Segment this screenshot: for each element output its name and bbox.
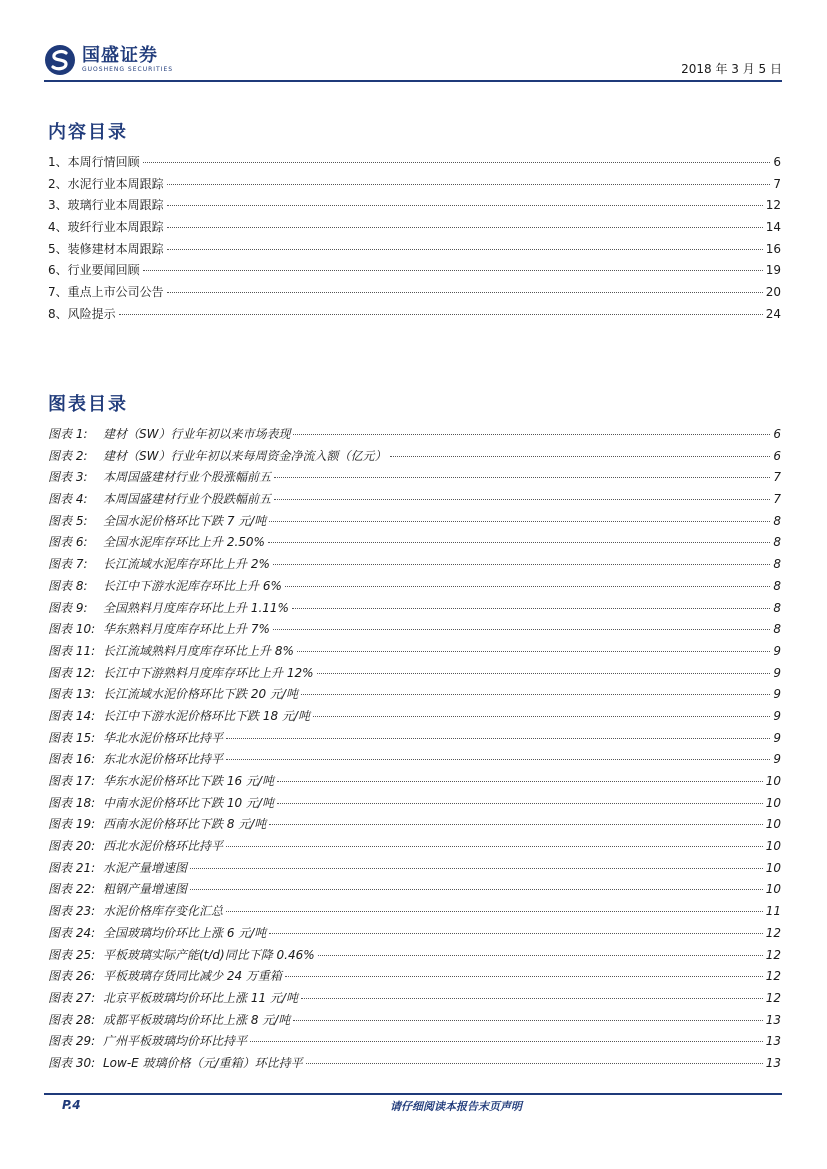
toc-entry[interactable] [48, 707, 781, 729]
toc-entry[interactable] [48, 837, 781, 859]
toc-entry-page: 8 [773, 622, 781, 637]
toc-entry-page: 19 [765, 263, 781, 278]
figure-number: 图表 27: [48, 990, 96, 1005]
toc-entry-page: 12 [765, 925, 781, 940]
toc-entry-label [48, 512, 266, 529]
toc-entry-page: 11 [765, 904, 781, 919]
dot-leader [269, 933, 762, 934]
toc-entry-label [48, 880, 187, 897]
dot-leader [269, 521, 770, 522]
dot-leader [277, 781, 763, 782]
toc-entry[interactable] [48, 1032, 781, 1054]
toc-entry-page: 10 [765, 839, 781, 854]
toc-entry-page: 9 [773, 687, 781, 702]
dot-leader [301, 694, 770, 695]
figure-number: 图表 6: [48, 535, 88, 550]
page-header [44, 44, 782, 84]
figure-number: 图表 20: [48, 839, 96, 854]
figure-caption: 华东水泥价格环比下跌 16 元/吨 [103, 774, 274, 788]
figure-caption: 长江流域水泥价格环比下跌 20 元/吨 [103, 687, 298, 702]
dot-leader [167, 227, 763, 228]
toc-entry[interactable] [48, 902, 781, 924]
toc-entry-page: 13 [765, 1055, 781, 1070]
dot-leader [306, 1063, 763, 1064]
toc-entry-page: 10 [765, 860, 781, 875]
toc-entry-page: 8 [773, 557, 781, 572]
toc-entry-page: 12 [765, 969, 781, 984]
toc-entry-page: 20 [765, 285, 781, 300]
toc-entry-page: 16 [765, 241, 781, 256]
toc-entry[interactable] [48, 729, 781, 751]
dot-leader [297, 651, 771, 652]
figure-caption: 本周国盛建材行业个股涨幅前五 [103, 470, 272, 485]
toc-entry-page: 8 [773, 535, 781, 550]
figure-number: 图表 19: [48, 817, 96, 832]
toc-entry-label [48, 620, 270, 637]
toc-entry-label [48, 772, 274, 789]
dot-leader [293, 1020, 762, 1021]
figure-number: 图表 24: [48, 925, 96, 940]
toc-entry-label [48, 468, 271, 485]
figure-number: 图表 21: [48, 860, 96, 875]
toc-entry[interactable] [48, 425, 781, 447]
dot-leader [226, 846, 763, 847]
figure-number: 图表 17: [48, 774, 96, 788]
toc-entry-label [48, 577, 282, 594]
toc-entry[interactable] [48, 967, 781, 989]
figure-number: 图表 3: [48, 470, 88, 485]
dot-leader [273, 564, 771, 565]
toc-entry-page: 24 [765, 306, 781, 321]
figure-caption: 长江中下游熟料月度库存环比上升 12% [103, 665, 314, 680]
dot-leader [269, 824, 762, 825]
figure-number: 图表 22: [48, 882, 96, 897]
figure-number: 图表 14: [48, 708, 96, 723]
figure-number: 图表 2: [48, 448, 88, 463]
report-date: 2018 年 3 月 5 日 [681, 62, 782, 76]
toc-entry-page: 10 [765, 817, 781, 832]
toc-entry-label [48, 642, 294, 659]
dot-leader [167, 292, 763, 293]
figure-caption: 本周国盛建材行业个股跌幅前五 [103, 492, 272, 507]
toc-entry[interactable] [48, 946, 781, 968]
toc-entry-page: 12 [765, 947, 781, 962]
figure-caption: 中南水泥价格环比下跌 10 元/吨 [103, 795, 274, 810]
toc-entry[interactable] [48, 815, 781, 837]
toc-entry-label [48, 924, 266, 941]
disclaimer-note: 请仔细阅读本报告末页声明 [390, 1100, 522, 1113]
toc-entry[interactable] [48, 1011, 781, 1033]
toc-entry[interactable] [48, 533, 781, 555]
toc-entry-label [48, 750, 223, 767]
company-logo [44, 44, 173, 76]
dot-leader [317, 673, 771, 674]
toc-entry-page: 9 [773, 752, 781, 767]
dot-leader [313, 716, 770, 717]
toc-entry-label: 8、风险提示 [48, 306, 116, 321]
toc-entry-page: 14 [765, 220, 781, 235]
toc-entry[interactable] [48, 175, 781, 197]
toc-entry[interactable] [48, 772, 781, 794]
toc-entry[interactable] [48, 642, 781, 664]
toc-entry-label [48, 599, 289, 616]
dot-leader [301, 998, 763, 999]
figure-caption: Low-E 玻璃价格（元/重箱）环比持平 [103, 1055, 303, 1070]
toc-entry-label [48, 533, 265, 550]
toc-entry-label [48, 707, 310, 724]
toc-entry-page: 7 [773, 492, 781, 507]
toc-entry-label [48, 1054, 303, 1071]
figure-number: 图表 18: [48, 795, 96, 810]
figure-caption: 平板玻璃实际产能(t/d)同比下降 0.46% [103, 947, 315, 962]
toc-entry[interactable] [48, 685, 781, 707]
toc-entry-label: 4、玻纤行业本周跟踪 [48, 220, 164, 235]
dot-leader [292, 608, 770, 609]
toc-entry-label [48, 902, 223, 919]
toc-entry-label [48, 555, 270, 572]
toc-entry[interactable] [48, 196, 781, 218]
dot-leader [190, 889, 763, 890]
toc-entry[interactable] [48, 599, 781, 621]
toc-entry-page: 6 [773, 155, 781, 169]
toc-entry[interactable] [48, 664, 781, 686]
figure-caption: 北京平板玻璃均价环比上涨 11 元/吨 [103, 990, 298, 1005]
toc-entry-page: 13 [765, 1034, 781, 1049]
figure-caption: 西南水泥价格环比下跌 8 元/吨 [103, 817, 267, 832]
dot-leader [226, 911, 763, 912]
toc-entry[interactable] [48, 490, 781, 512]
figure-number: 图表 9: [48, 600, 88, 615]
figure-caption: 长江中下游水泥库存环比上升 6% [103, 578, 282, 593]
toc-entry[interactable] [48, 218, 781, 240]
toc-entry-label [48, 946, 315, 963]
figures-list [48, 425, 781, 1076]
company-name: 国盛证券 [82, 45, 158, 66]
dot-leader [226, 759, 770, 760]
toc-entry-label: 7、重点上市公司公告 [48, 285, 164, 300]
figures-title: 图表目录 [48, 394, 128, 415]
toc-entry[interactable] [48, 555, 781, 577]
figure-number: 图表 8: [48, 578, 88, 593]
dot-leader [285, 586, 771, 587]
toc-entry[interactable] [48, 750, 781, 772]
figure-caption: 全国熟料月度库存环比上升 1.11% [103, 600, 289, 615]
figure-caption: 全国玻璃均价环比上涨 6 元/吨 [103, 925, 267, 940]
dot-leader [390, 456, 771, 457]
toc-entry-page: 10 [765, 795, 781, 810]
figure-caption: 建材（SW）行业年初以来市场表现 [103, 427, 291, 441]
toc-entry-page: 8 [773, 600, 781, 615]
figure-caption: 建材（SW）行业年初以来每周资金净流入额（亿元） [103, 448, 387, 463]
toc-entry[interactable] [48, 512, 781, 534]
toc-entry-label [48, 815, 266, 832]
figure-caption: 成都平板玻璃均价环比上涨 8 元/吨 [103, 1012, 291, 1027]
dot-leader [318, 955, 763, 956]
dot-leader [277, 803, 763, 804]
contents-list [48, 153, 781, 327]
toc-entry-label [48, 664, 314, 681]
figure-caption: 华北水泥价格环比持平 [103, 730, 224, 745]
toc-entry[interactable] [48, 283, 781, 305]
dot-leader [167, 205, 763, 206]
dot-leader [167, 249, 763, 250]
figure-caption: 全国水泥库存环比上升 2.50% [103, 535, 265, 550]
toc-entry[interactable] [48, 447, 781, 469]
toc-entry[interactable] [48, 1054, 781, 1076]
toc-entry-page: 13 [765, 1012, 781, 1027]
toc-entry-page: 7 [773, 470, 781, 485]
figure-caption: 长江中下游水泥价格环比下跌 18 元/吨 [103, 708, 310, 723]
dot-leader [250, 1041, 763, 1042]
figure-number: 图表 23: [48, 904, 96, 919]
figure-caption: 粗钢产量增速图 [103, 882, 188, 897]
toc-entry-label [48, 794, 274, 811]
figure-number: 图表 28: [48, 1012, 96, 1027]
toc-entry-label [48, 729, 223, 746]
toc-entry-label: 2、水泥行业本周跟踪 [48, 176, 164, 191]
toc-entry-page: 6 [773, 427, 781, 441]
figure-caption: 水泥产量增速图 [103, 860, 188, 875]
toc-entry[interactable] [48, 577, 781, 599]
figure-number: 图表 1: [48, 427, 88, 441]
figure-caption: 全国水泥价格环比下跌 7 元/吨 [103, 513, 267, 528]
toc-entry[interactable] [48, 989, 781, 1011]
header-divider [44, 80, 782, 82]
figure-caption: 华东熟料月度库存环比上升 7% [103, 622, 270, 637]
footer-divider [44, 1093, 782, 1095]
figure-number: 图表 4: [48, 492, 88, 507]
toc-entry[interactable] [48, 261, 781, 283]
figure-number: 图表 5: [48, 513, 88, 528]
toc-entry[interactable] [48, 924, 781, 946]
figure-number: 图表 11: [48, 643, 96, 658]
toc-entry-page: 8 [773, 578, 781, 593]
dot-leader [226, 738, 770, 739]
toc-entry-page: 9 [773, 730, 781, 745]
figure-number: 图表 30: [48, 1055, 96, 1070]
toc-entry[interactable] [48, 794, 781, 816]
dot-leader [143, 162, 771, 163]
figure-number: 图表 7: [48, 557, 88, 572]
toc-entry-label [48, 490, 271, 507]
dot-leader [293, 434, 770, 435]
figure-caption: 广州平板玻璃均价环比持平 [103, 1034, 248, 1049]
toc-entry-page: 9 [773, 708, 781, 723]
page-number: P.4 [62, 1098, 81, 1112]
figure-number: 图表 12: [48, 665, 96, 680]
toc-entry-page: 10 [765, 774, 781, 788]
figure-number: 图表 29: [48, 1034, 96, 1049]
toc-entry[interactable] [48, 153, 781, 175]
toc-entry-page: 8 [773, 513, 781, 528]
toc-entry[interactable] [48, 468, 781, 490]
dot-leader [274, 477, 770, 478]
toc-entry[interactable] [48, 240, 781, 262]
dot-leader [119, 314, 763, 315]
toc-entry-label [48, 447, 387, 464]
toc-entry-page: 10 [765, 882, 781, 897]
dot-leader [285, 976, 763, 977]
toc-entry-page: 6 [773, 448, 781, 463]
dot-leader [268, 542, 770, 543]
figure-number: 图表 26: [48, 969, 96, 984]
toc-entry-page: 9 [773, 665, 781, 680]
toc-entry[interactable] [48, 859, 781, 881]
toc-entry-label [48, 1032, 247, 1049]
toc-entry-page: 7 [773, 176, 781, 191]
dot-leader [143, 270, 763, 271]
figure-number: 图表 10: [48, 622, 96, 637]
figure-caption: 东北水泥价格环比持平 [103, 752, 224, 767]
figure-number: 图表 25: [48, 947, 96, 962]
toc-entry-label [48, 859, 187, 876]
toc-entry-label [48, 1011, 290, 1028]
toc-entry[interactable] [48, 305, 781, 327]
toc-entry-page: 9 [773, 643, 781, 658]
toc-entry-label [48, 685, 298, 702]
toc-entry-label: 6、行业要闻回顾 [48, 263, 140, 278]
toc-entry-page: 12 [765, 990, 781, 1005]
toc-entry-label [48, 425, 290, 442]
toc-entry[interactable] [48, 620, 781, 642]
figure-caption: 长江流域熟料月度库存环比上升 8% [103, 643, 294, 658]
company-sub-name: GUOSHENG SECURITIES [82, 66, 174, 73]
company-logo-icon [44, 44, 76, 76]
toc-entry-label [48, 837, 223, 854]
figure-number: 图表 16: [48, 752, 96, 767]
figure-caption: 西北水泥价格环比持平 [103, 839, 224, 854]
contents-title: 内容目录 [48, 122, 128, 143]
figure-caption: 平板玻璃存货同比减少 24 万重箱 [103, 969, 282, 984]
toc-entry-label: 3、玻璃行业本周跟踪 [48, 198, 164, 213]
dot-leader [167, 184, 771, 185]
dot-leader [190, 868, 763, 869]
toc-entry-label: 5、装修建材本周跟踪 [48, 241, 164, 256]
toc-entry-label [48, 967, 282, 984]
figure-number: 图表 15: [48, 730, 96, 745]
figure-number: 图表 13: [48, 687, 96, 702]
dot-leader [273, 629, 771, 630]
figure-caption: 水泥价格库存变化汇总 [103, 904, 224, 919]
dot-leader [274, 499, 770, 500]
toc-entry[interactable] [48, 880, 781, 902]
figure-caption: 长江流域水泥库存环比上升 2% [103, 557, 270, 572]
toc-entry-page: 12 [765, 198, 781, 213]
toc-entry-label: 1、本周行情回顾 [48, 155, 140, 169]
toc-entry-label [48, 989, 298, 1006]
